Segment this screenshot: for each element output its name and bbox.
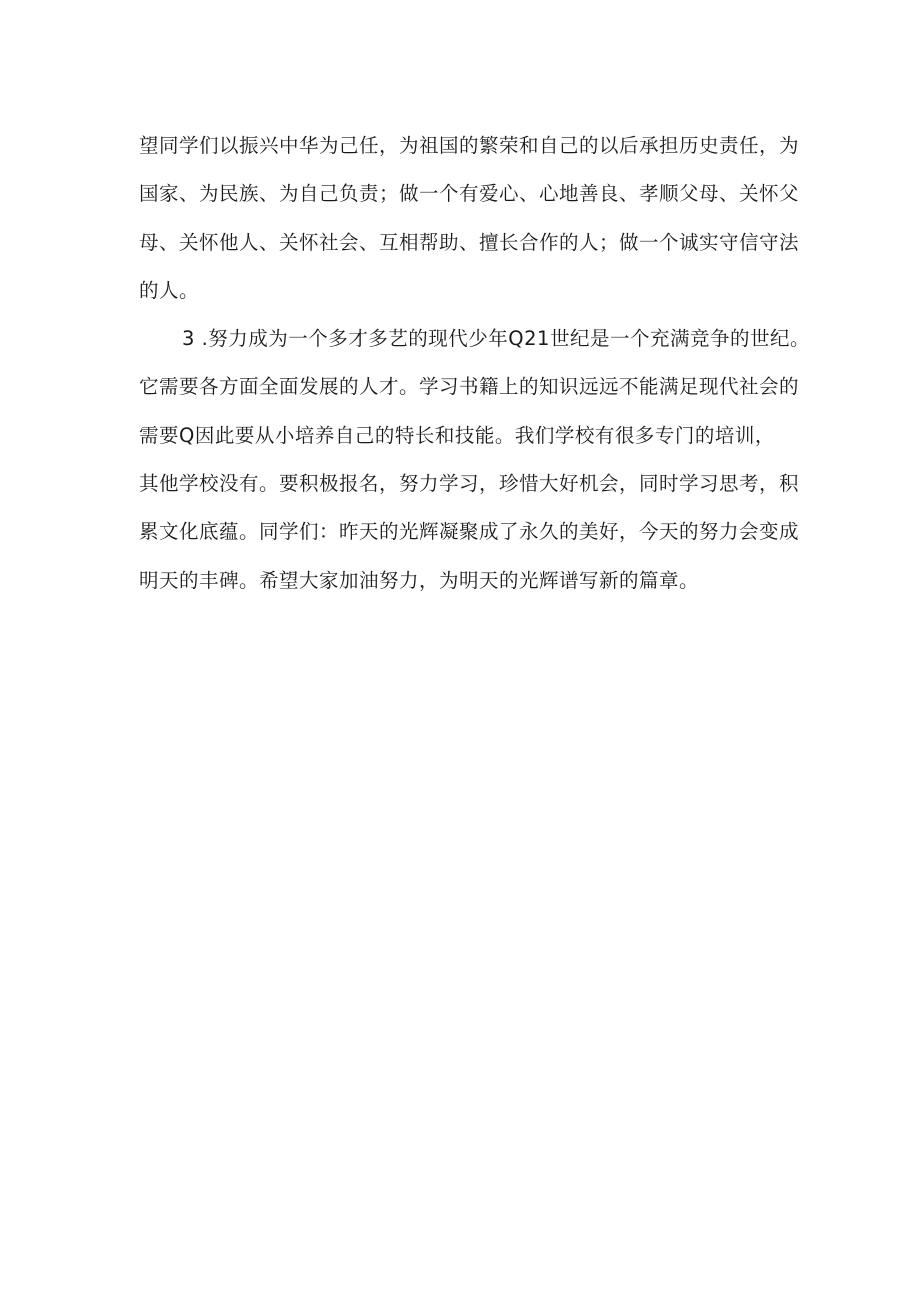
paragraph-2 — [139, 315, 810, 605]
paragraph-line: 国家、为民族、为自己负责；做一个有爱心、心地善良、孝顺父母、关怀父 — [139, 182, 800, 206]
paragraph-line: 其他学校没有。要积极报名，努力学习，珍惜大好机会，同时学习思考，积 — [139, 472, 800, 496]
paragraph-line: 望同学们以振兴中华为己任，为祖国的繁荣和自己的以后承担历史责任，为 — [139, 134, 800, 157]
paragraph-line: 明天的丰碑。希望大家加油努力，为明天的光辉谱写新的篇章。 — [139, 568, 700, 592]
paragraph-line: 的人。 — [139, 278, 200, 302]
paragraph-line: 它需要各方面全面发展的人才。学习书籍上的知识远远不能满足现代社会的 — [139, 375, 800, 399]
paragraph-line: 累文化底蕴。同学们：昨天的光辉凝聚成了永久的美好，今天的努力会变成 — [139, 520, 800, 544]
paragraph-line: 3 .努力成为一个多才多艺的现代少年Q21世纪是一个充满竞争的世纪。 — [182, 327, 810, 351]
paragraph-line: 母、关怀他人、关怀社会、互相帮助、擅长合作的人；做一个诚实守信守法 — [139, 230, 800, 254]
paragraph-line: 需要Q因此要从小培养自己的特长和技能。我们学校有很多专门的培训， — [139, 423, 775, 447]
paragraph-1 — [139, 122, 804, 315]
body-text — [139, 122, 810, 605]
